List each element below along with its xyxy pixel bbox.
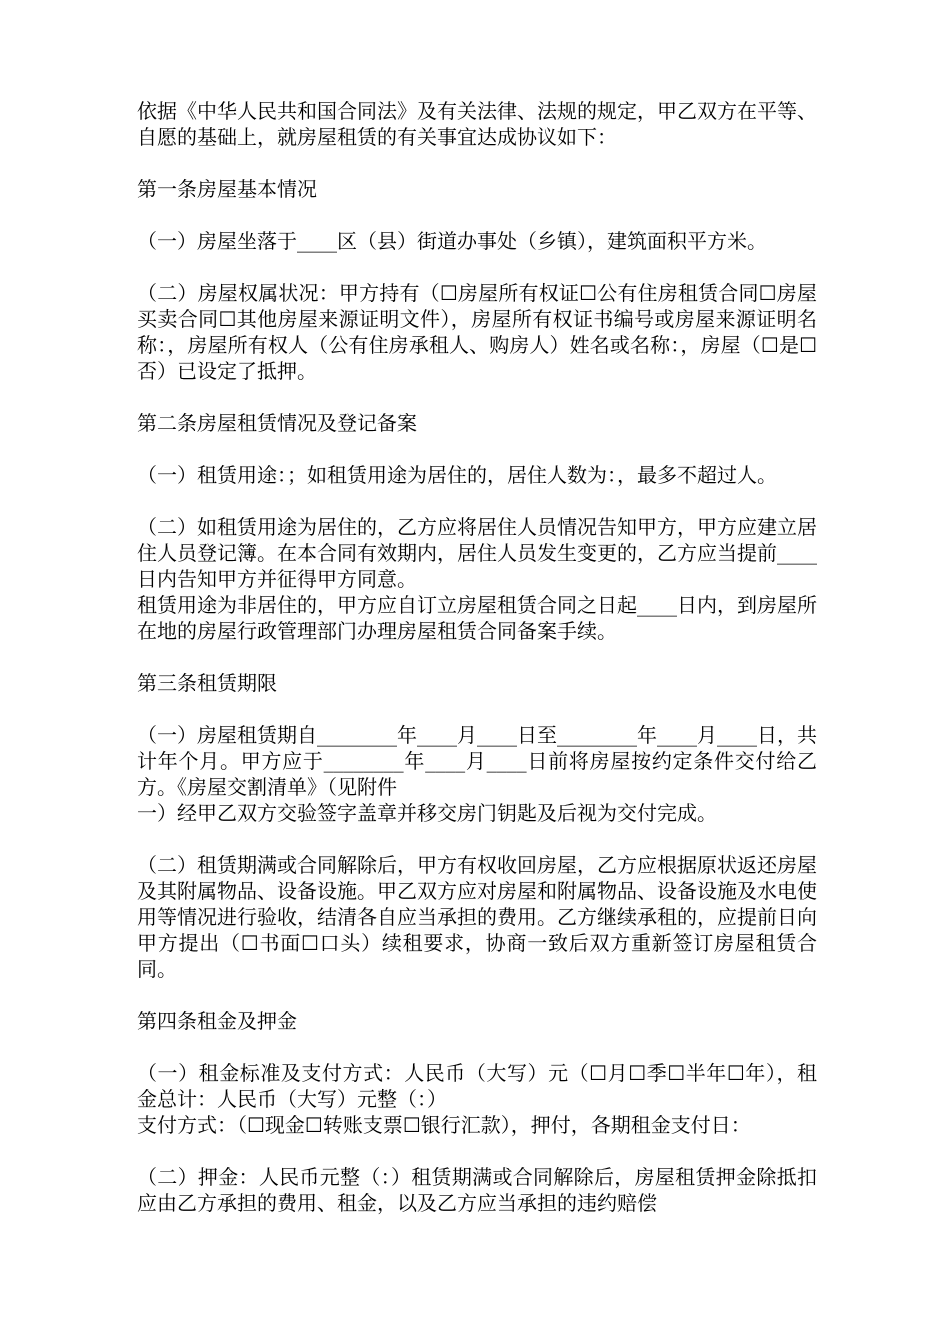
paragraph-line: 支付方式：（☐现金☐转账支票☐银行汇款），押付，各期租金支付日： [137, 1113, 751, 1137]
document-page [137, 98, 817, 1242]
article-3-clause-2 [137, 852, 817, 982]
paragraph-line: （二）押金：人民币元整（：）租赁期满或合同解除后，房屋租赁押金除抵扣应由乙方承担的费用、租金，以及乙方应当承担的违约赔偿 [137, 1165, 817, 1215]
heading-text: 第二条房屋租赁情况及登记备案 [137, 411, 417, 435]
article-1-clause-2 [137, 280, 817, 384]
paragraph-line: （一）租金标准及支付方式：人民币（大写）元（☐月☐季☐半年☐年），租金总计：人民币（大写）元整（：） [137, 1061, 817, 1111]
article-1-heading [137, 176, 817, 202]
paragraph-line: 一）经甲乙双方交验签字盖章并移交房门钥匙及后视为交付完成。 [137, 801, 717, 825]
paragraph-line: （二）如租赁用途为居住的，乙方应将居住人员情况告知甲方，甲方应建立居住人员登记簿。在本合同有效期内，居住人员发生变更的，乙方应当提前____日内告知甲方并征得甲方同意。 [137, 515, 817, 591]
heading-text: 第三条租赁期限 [137, 671, 277, 695]
heading-text: 第四条租金及押金 [137, 1009, 297, 1033]
article-4-heading [137, 1008, 817, 1034]
paragraph-line: 租赁用途为非居住的，甲方应自订立房屋租赁合同之日起____日内，到房屋所在地的房屋行政管理部门办理房屋租赁合同备案手续。 [137, 593, 817, 643]
article-1-clause-1 [137, 228, 817, 254]
article-3-heading [137, 670, 817, 696]
paragraph-line: 依据《中华人民共和国合同法》及有关法律、法规的规定，甲乙双方在平等、自愿的基础上，就房屋租赁的有关事宜达成协议如下： [137, 99, 817, 149]
article-4-clause-2 [137, 1164, 817, 1216]
paragraph-line: （一）房屋租赁期自________年____月____日至________年____月____日，共计年个月。甲方应于________年____月____日前将房屋按约定条件交付给乙方。《房屋交割清单》（见附件 [137, 723, 817, 799]
article-2-clause-1 [137, 462, 817, 488]
article-2-clause-2 [137, 514, 817, 644]
article-2-heading [137, 410, 817, 436]
paragraph-line: （一）房屋坐落于____区（县）街道办事处（乡镇），建筑面积平方米。 [137, 229, 767, 253]
paragraph-line: （一）租赁用途：；如租赁用途为居住的，居住人数为：，最多不超过人。 [137, 463, 777, 487]
paragraph-line: （二）房屋权属状况：甲方持有（☐房屋所有权证☐公有住房租赁合同☐房屋买卖合同☐其他房屋来源证明文件），房屋所有权证书编号或房屋来源证明名称：，房屋所有权人（公有住房承租人、购房人）姓名或名称：，房屋（☐是☐否）已设定了抵押。 [137, 281, 817, 383]
article-3-clause-1 [137, 722, 817, 826]
intro-paragraph [137, 98, 817, 150]
article-4-clause-1 [137, 1060, 817, 1138]
paragraph-line: （二）租赁期满或合同解除后，甲方有权收回房屋，乙方应根据原状返还房屋及其附属物品、设备设施。甲乙双方应对房屋和附属物品、设备设施及水电使用等情况进行验收，结清各自应当承担的费用。乙方继续承租的，应提前日向甲方提出（☐书面☐口头）续租要求，协商一致后双方重新签订房屋租赁合同。 [137, 853, 817, 981]
heading-text: 第一条房屋基本情况 [137, 177, 317, 201]
